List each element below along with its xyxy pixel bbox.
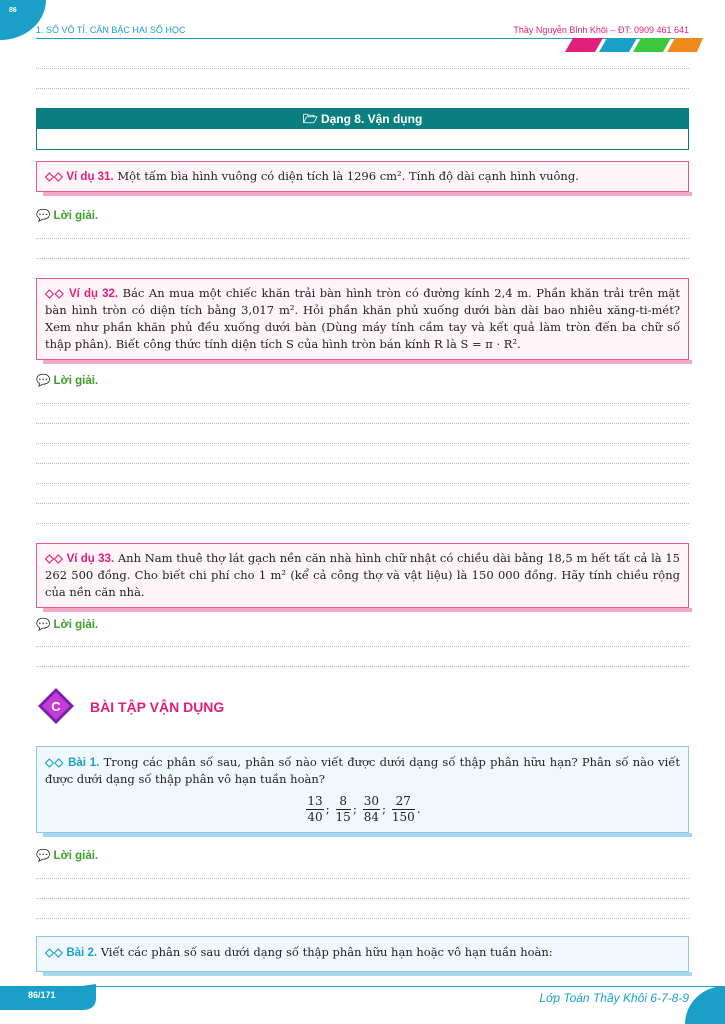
course-name: Lớp Toán Thầy Khôi 6-7-8-9 [539,991,689,1005]
example-label: Ví dụ 32. [69,288,119,300]
answer-line [36,238,689,239]
answer-line [36,523,689,524]
speech-bubble-icon: 💬 [36,375,51,387]
answer-line [36,646,689,647]
fraction: $\frac{30}{84}$ [363,794,379,824]
exercise-box [36,936,689,972]
fraction: $\frac{27}{150}$ [391,794,415,824]
diamonds-icon: ◇◇ [45,288,65,300]
example-box [36,543,689,608]
solution-heading [36,208,98,222]
solution-label: Lời giải. [53,375,99,387]
answer-line [36,88,689,89]
example-text: Một tấm bìa hình vuông có diện tích là 1296 cm². Tính độ dài cạnh hình vuông. [117,169,579,183]
part-badge [38,688,74,724]
fraction-list: $\frac{13}{40}$ ; $\frac{8}{15}$ ; $\frac{30}{84}$ ; $\frac{27}{150}$ . [307,794,421,824]
header-color-stripes [565,38,703,52]
example-box [36,161,689,192]
page-number: 86/171 [28,990,56,1000]
part-title: BÀI TẬP VẬN DỤNG [90,699,225,715]
answer-line [36,898,689,899]
exercise-box [36,746,689,833]
solution-label: Lời giải. [53,210,99,222]
example-box [36,278,689,360]
fraction: $\frac{8}{15}$ [335,794,351,824]
example-text: Bác An mua một chiếc khăn trải bàn hình tròn có đường kính 2,4 m. Phần khăn trải trên mặt bàn hình tròn có diện tích bằng 3,017 m². Hỏi phần khăn phủ xuống dưới bàn dài bao nhiêu xăng-ti-mét? Xem như phần khăn phủ đều xuống dưới bàn (Dùng máy tính cầm tay và kết quả làm tròn đến ba chữ số thập phân). Biết công thức tính diện tích S của hình tròn bán kính R là S = π · R². [45,286,680,351]
page-number-top: 86 [9,7,17,14]
answer-line [36,666,689,667]
example-label: Ví dụ 33. [66,553,115,565]
solution-label: Lời giải. [53,850,99,862]
answer-line [36,483,689,484]
section-box [36,108,689,150]
page-corner-badge [685,986,725,1024]
footer-rule [36,986,725,987]
answer-line [36,463,689,464]
solution-heading [36,617,98,631]
example-label: Ví dụ 31. [66,171,114,183]
answer-line [36,918,689,919]
speech-bubble-icon: 💬 [36,850,51,862]
solution-heading [36,848,98,862]
diamonds-icon: ◇◇ [45,553,63,565]
answer-line [36,878,689,879]
chapter-title: 1. SỐ VÔ TỈ. CĂN BẬC HAI SỐ HỌC [36,25,186,35]
answer-line [36,258,689,259]
section-title: Dạng 8. Vận dụng [320,112,423,126]
answer-line [36,443,689,444]
diamonds-icon: ◇◇ [45,947,63,959]
example-text: Anh Nam thuê thợ lát gạch nền căn nhà hình chữ nhật có chiều dài bằng 18,5 m hết tất cả là 15 262 500 đồng. Cho biết chi phí cho 1 m² (kể cả công thợ và vật liệu) là 150 000 đồng. Hãy tính chiều rộng của nền căn nhà. [45,551,680,599]
exercise-label: Bài 1. [68,757,100,769]
fraction: $\frac{13}{40}$ [307,794,323,824]
solution-heading [36,373,98,387]
solution-label: Lời giải. [53,619,99,631]
speech-bubble-icon: 💬 [36,210,51,222]
section-header [37,109,688,129]
exercise-text: Viết các phân số sau dưới dạng số thập phân hữu hạn hoặc vô hạn tuần hoàn: [100,945,553,959]
diamonds-icon: ◇◇ [45,757,64,769]
folder-open-icon: 🗁 [302,112,318,126]
answer-line [36,423,689,424]
diamonds-icon: ◇◇ [45,171,63,183]
author-info: Thầy Nguyễn Bỉnh Khôi – ĐT: 0909 461 641 [513,25,689,35]
part-letter: C [51,699,61,714]
answer-line [36,403,689,404]
exercise-label: Bài 2. [66,947,98,959]
answer-line [36,68,689,69]
speech-bubble-icon: 💬 [36,619,51,631]
exercise-text: Trong các phân số sau, phân số nào viết được dưới dạng số thập phân hữu hạn? Phân số nào viết được dưới dạng số thập phân vô hạn tuần hoàn? [45,755,681,786]
answer-line [36,503,689,504]
